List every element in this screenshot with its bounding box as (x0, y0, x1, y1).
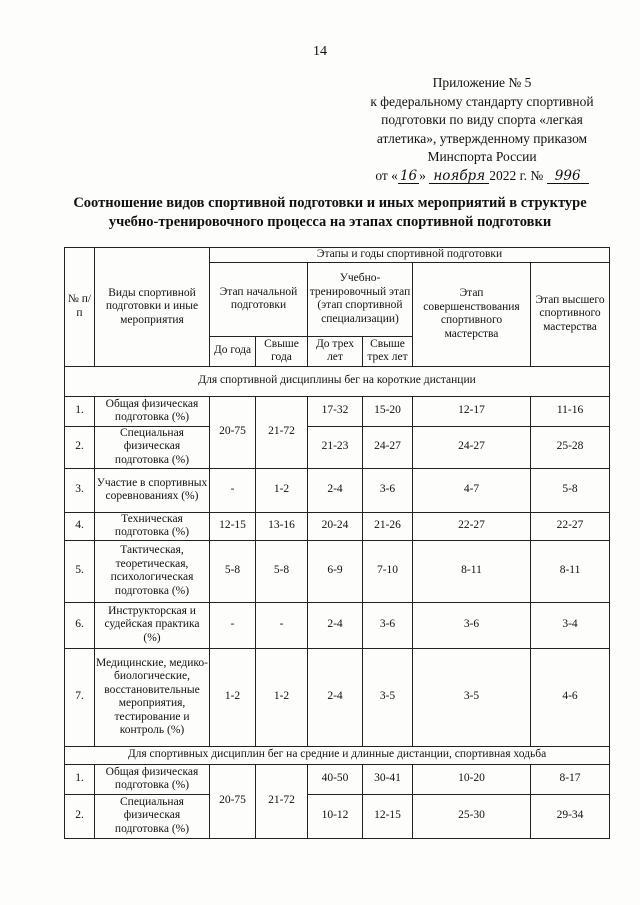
row-num: 5. (65, 540, 95, 602)
cell-value: 1-2 (256, 648, 308, 746)
row-num: 2. (65, 426, 95, 468)
cell-value: 2-4 (308, 602, 363, 648)
cell-value: 20-24 (308, 512, 363, 540)
row-name: Общая физическая подготовка (%) (95, 396, 210, 426)
header-over-three: Свыше трех лет (363, 336, 413, 366)
appendix-line: Приложение № 5 (432, 75, 532, 90)
order-line (344, 167, 620, 186)
table-row (65, 794, 610, 838)
cell-value: 3-5 (363, 648, 413, 746)
cell-value: 1-2 (256, 468, 308, 512)
header-stages: Этапы и годы спортивной подготовки (210, 248, 610, 263)
cell-value: - (210, 602, 256, 648)
cell-value: 21-23 (308, 426, 363, 468)
header-up-to-three: До трех лет (308, 336, 363, 366)
cell-value: 3-6 (413, 602, 531, 648)
cell-value: 4-7 (413, 468, 531, 512)
header-stage-highest: Этап высшего спортивного мастерства (531, 262, 610, 366)
table-row (65, 468, 610, 512)
header-stage-initial: Этап начальной подготовки (210, 262, 308, 336)
row-num: 4. (65, 512, 95, 540)
cell-value: 5-8 (210, 540, 256, 602)
cell-value: 1-2 (210, 648, 256, 746)
cell-value: 15-20 (363, 396, 413, 426)
cell-value: 25-30 (413, 794, 531, 838)
cell-value: 29-34 (531, 794, 610, 838)
cell-value: 4-6 (531, 648, 610, 746)
cell-value: 5-8 (256, 540, 308, 602)
cell-value: 8-11 (531, 540, 610, 602)
cell-value: 21-26 (363, 512, 413, 540)
cell-value: 24-27 (413, 426, 531, 468)
cell-value: - (210, 468, 256, 512)
training-ratio-table (64, 247, 610, 839)
table-row (65, 540, 610, 602)
table-row (65, 602, 610, 648)
table-row (65, 426, 610, 468)
row-num: 2. (65, 794, 95, 838)
cell-value: - (256, 602, 308, 648)
cell-value: 17-32 (308, 396, 363, 426)
cell-value: 40-50 (308, 764, 363, 794)
header-num: № п/п (65, 248, 95, 367)
order-day: 16 (399, 167, 418, 184)
header-up-to-year: До года (210, 336, 256, 366)
table-row (65, 764, 610, 794)
merged-value: 20-75 (210, 764, 256, 838)
document-title (40, 194, 620, 232)
order-year: 2022 г. № (489, 167, 544, 183)
row-num: 3. (65, 468, 95, 512)
merged-value: 21-72 (256, 764, 308, 838)
cell-value: 6-9 (308, 540, 363, 602)
cell-value: 24-27 (363, 426, 413, 468)
appendix-line: подготовки по виду спорта «легкая (381, 112, 583, 127)
row-num: 1. (65, 396, 95, 426)
appendix-line: к федеральному стандарту спортивной (370, 93, 594, 109)
appendix-line: атлетика», утвержденному приказом (376, 130, 588, 146)
row-num: 6. (65, 602, 95, 648)
order-month: ноября (429, 169, 489, 184)
header-stage-training: Учебно-тренировочный этап (этап спортивной специализации) (308, 262, 413, 336)
header-over-year: Свыше года (256, 336, 308, 366)
cell-value: 2-4 (308, 468, 363, 512)
table-row (65, 512, 610, 540)
row-name: Специальная физическая подготовка (%) (95, 426, 210, 468)
cell-value: 3-4 (531, 602, 610, 648)
cell-value: 10-20 (413, 764, 531, 794)
order-number: 996 (547, 169, 589, 184)
row-num: 7. (65, 648, 95, 746)
cell-value: 22-27 (531, 512, 610, 540)
row-num: 1. (65, 764, 95, 794)
cell-value: 5-8 (531, 468, 610, 512)
appendix-line: Минспорта России (427, 149, 537, 164)
cell-value: 12-17 (413, 396, 531, 426)
cell-value: 13-16 (256, 512, 308, 540)
page-number: 14 (313, 44, 327, 59)
order-prefix: от « (375, 167, 398, 183)
cell-value: 8-11 (413, 540, 531, 602)
cell-value: 25-28 (531, 426, 610, 468)
cell-value: 22-27 (413, 512, 531, 540)
cell-value: 11-16 (531, 396, 610, 426)
order-mid: » (419, 167, 426, 183)
cell-value: 12-15 (210, 512, 256, 540)
row-name: Техническая подготовка (%) (95, 512, 210, 540)
table-row (65, 648, 610, 746)
cell-value: 10-12 (308, 794, 363, 838)
cell-value: 30-41 (363, 764, 413, 794)
row-name: Общая физическая подготовка (%) (95, 764, 210, 794)
table-row (65, 396, 610, 426)
cell-value: 12-15 (363, 794, 413, 838)
document-title-line: учебно-тренировочного процесса на этапах спортивной подготовки (108, 214, 552, 230)
row-name: Тактическая, теоретическая, психологическая подготовка (%) (95, 540, 210, 602)
header-kinds: Виды спортивной подготовки и иные мероприятия (95, 248, 210, 367)
cell-value: 2-4 (308, 648, 363, 746)
row-name: Участие в спортивных соревнованиях (%) (95, 468, 210, 512)
cell-value: 3-5 (413, 648, 531, 746)
header-stage-improvement: Этап совершенствования спортивного мастерства (413, 262, 531, 366)
merged-value: 20-75 (210, 396, 256, 468)
cell-value: 3-6 (363, 602, 413, 648)
row-name: Медицинские, медико-биологические, восстановительные мероприятия, тестирование и контроль (%) (95, 648, 210, 746)
document-title-line: Соотношение видов спортивной подготовки и иных мероприятий в структуре (73, 195, 587, 211)
row-name: Специальная физическая подготовка (%) (95, 794, 210, 838)
section-title: Для спортивной дисциплины бег на короткие дистанции (65, 366, 610, 396)
cell-value: 8-17 (531, 764, 610, 794)
row-name: Инструкторская и судейская практика (%) (95, 602, 210, 648)
appendix-block (344, 74, 620, 185)
cell-value: 7-10 (363, 540, 413, 602)
section-title: Для спортивных дисциплин бег на средние и длинные дистанции, спортивная ходьба (65, 746, 610, 764)
cell-value: 3-6 (363, 468, 413, 512)
merged-value: 21-72 (256, 396, 308, 468)
